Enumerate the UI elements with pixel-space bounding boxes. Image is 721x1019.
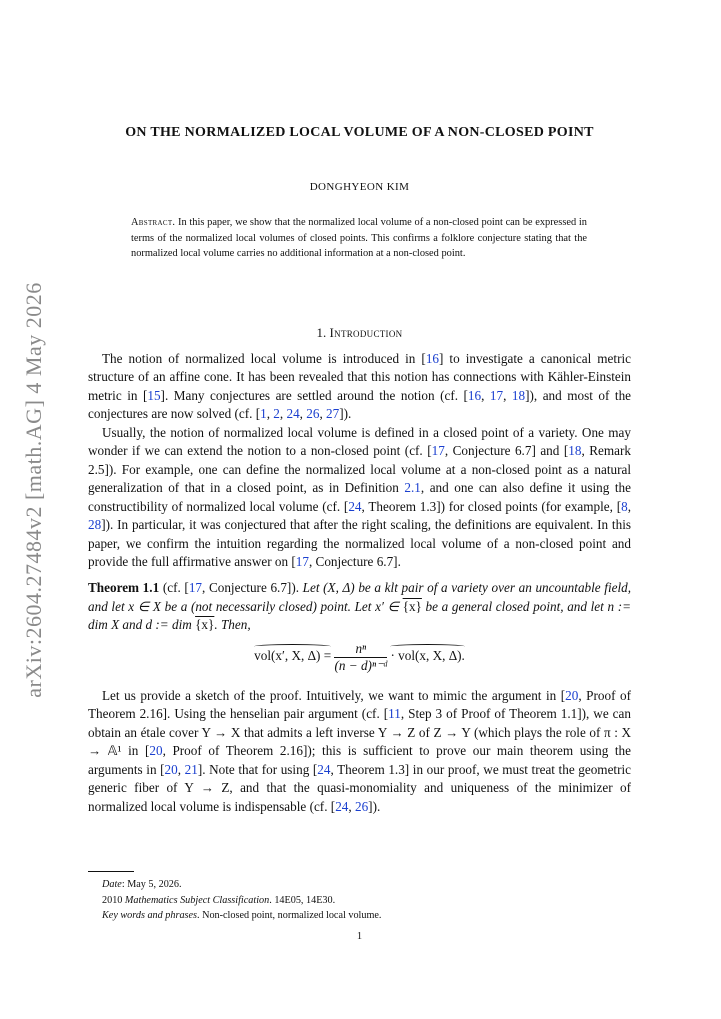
definition-link[interactable]: 2.1 <box>404 480 421 496</box>
citation-link[interactable]: 1 <box>260 406 267 422</box>
page-number: 1 <box>356 931 363 942</box>
citation-link[interactable]: 26 <box>306 406 320 422</box>
footnote-date: Date: May 5, 2026. <box>102 879 182 890</box>
citation-link[interactable]: 15 <box>147 387 161 403</box>
paragraph-intro-2: Usually, the notion of normalized local volume is defined in a closed point of a variety. One may wonder if we can extend the notion to a non-closed point (cf. [17, Conjecture 6.7] and [18, Remark 2.5]). For example, one can define the normalized local volume at a non-closed point as a natural generalization of that in a closed point, as in Definition 2.1, and one can also define it using the constructibility of normalized local volume (cf. [24, Theorem 1.3]) for closed points (for example, [8, 28]). In particular, it was conjectured that after the right scaling, the definitions are equivalent. In this paper, we confirm the intuition regarding the normalized local volume of a non-closed point and provide the full affirmative answer on [17, Conjecture 6.7]. <box>88 424 631 569</box>
section-number: 1. <box>316 325 327 340</box>
citation-link[interactable]: 20 <box>565 687 579 703</box>
theorem-1-1: Theorem 1.1 (cf. [17, Conjecture 6.7]). Let (X, Δ) be a klt pair of a variety over an uncountable field, and let x ∈ X be a (not necessarily closed) point. Let x′ ∈ {x} be a general closed point, and let n := dim X and d := dim {x}. Then, <box>88 580 632 633</box>
equation-rhs: · vol(x, X, Δ). <box>390 647 464 665</box>
citation-link[interactable]: 11 <box>388 706 401 722</box>
paper-title: ON THE NORMALIZED LOCAL VOLUME OF A NON-CLOSED POINT <box>125 125 594 140</box>
abstract-text: In this paper, we show that the normalized local volume of a non-closed point can be expressed in terms of the normalized local volumes of closed points. This confirms a folklore conjecture stating that the normalized local volume carries no additional information at a non-closed point. <box>131 217 587 259</box>
citation-link[interactable]: 24 <box>286 406 300 422</box>
citation-link[interactable]: 24 <box>348 498 362 514</box>
citation-link[interactable]: 18 <box>568 443 582 459</box>
citation-link[interactable]: 20 <box>149 743 163 759</box>
closure-x: {x} <box>195 617 215 633</box>
citation-link[interactable]: 17 <box>431 443 445 459</box>
footnote-rule <box>88 871 134 872</box>
main-equation <box>88 641 631 677</box>
paper-author: DONGHYEON KIM <box>309 181 410 193</box>
arxiv-sidebar-stamp <box>14 280 54 700</box>
citation-link[interactable]: 20 <box>164 761 178 777</box>
equation-fraction <box>334 641 387 674</box>
equation-lhs: vol(x′, X, Δ) = <box>254 647 331 665</box>
citation-link[interactable]: 18 <box>511 387 526 403</box>
citation-link[interactable]: 17 <box>489 387 504 403</box>
citation-link[interactable]: 28 <box>88 517 102 533</box>
citation-link[interactable]: 27 <box>326 406 340 422</box>
body-text <box>88 350 631 816</box>
fraction-denominator: (n − d)ⁿ⁻ᵈ <box>334 657 388 673</box>
paragraph-sketch: Let us provide a sketch of the proof. Intuitively, we want to mimic the argument in [20, Proof of Theorem 2.16]. Using the henselian pair argument (cf. [11, Step 3 of Proof of Theorem 1.1]), we can obtain an étale cover Y → X that admits a left inverse Y → Z of Z → Y (which plays the role of π : X → 𝔸¹ in [20, Proof of Theorem 2.16]); this is sufficient to prove our main theorem using the arguments in [20, 21]. Note that for using [24, Theorem 1.3] in our proof, we must treat the geometric generic fiber of Y → Z, and that the quasi-monomiality and uniqueness of the minimizer of normalized local volume is indispensable (cf. [24, 26]). <box>88 687 632 814</box>
citation-link[interactable]: 24 <box>335 798 349 814</box>
footnote-msc: 2010 Mathematics Subject Classification. 14E05, 14E30. <box>102 894 336 906</box>
section-title: Introduction <box>329 325 403 340</box>
closure-x: {x} <box>402 598 422 614</box>
paragraph-intro-1: The notion of normalized local volume is introduced in [16] to investigate a canonical metric structure of an affine cone. It has been revealed that this notion has connections with Kähler-Einstein metric in [15]. Many conjectures are settled around the notion (cf. [16, 17, 18]), and most of the conjectures are now solved (cf. [1, 2, 24, 26, 27]). <box>88 351 632 422</box>
citation-link[interactable]: 16 <box>425 351 439 366</box>
citation-link[interactable]: 8 <box>621 498 628 514</box>
citation-link[interactable]: 24 <box>317 761 331 777</box>
citation-link[interactable]: 2 <box>273 406 280 422</box>
abstract-label: Abstract. <box>131 217 176 228</box>
footnote-keywords: Key words and phrases. Non-closed point, normalized local volume. <box>102 910 382 921</box>
theorem-label: Theorem 1.1 <box>88 580 160 596</box>
section-heading <box>88 325 631 341</box>
citation-link[interactable]: 17 <box>295 553 309 569</box>
citation-link[interactable]: 21 <box>184 761 198 777</box>
abstract <box>131 215 587 262</box>
footnotes <box>102 877 622 924</box>
citation-link[interactable]: 17 <box>188 580 202 596</box>
citation-link[interactable]: 16 <box>467 387 482 403</box>
citation-link[interactable]: 26 <box>354 798 369 814</box>
arxiv-identifier: arXiv:2604.27484v2 [math.AG] 4 May 2026 <box>21 282 46 698</box>
fraction-numerator: nⁿ <box>334 641 387 658</box>
